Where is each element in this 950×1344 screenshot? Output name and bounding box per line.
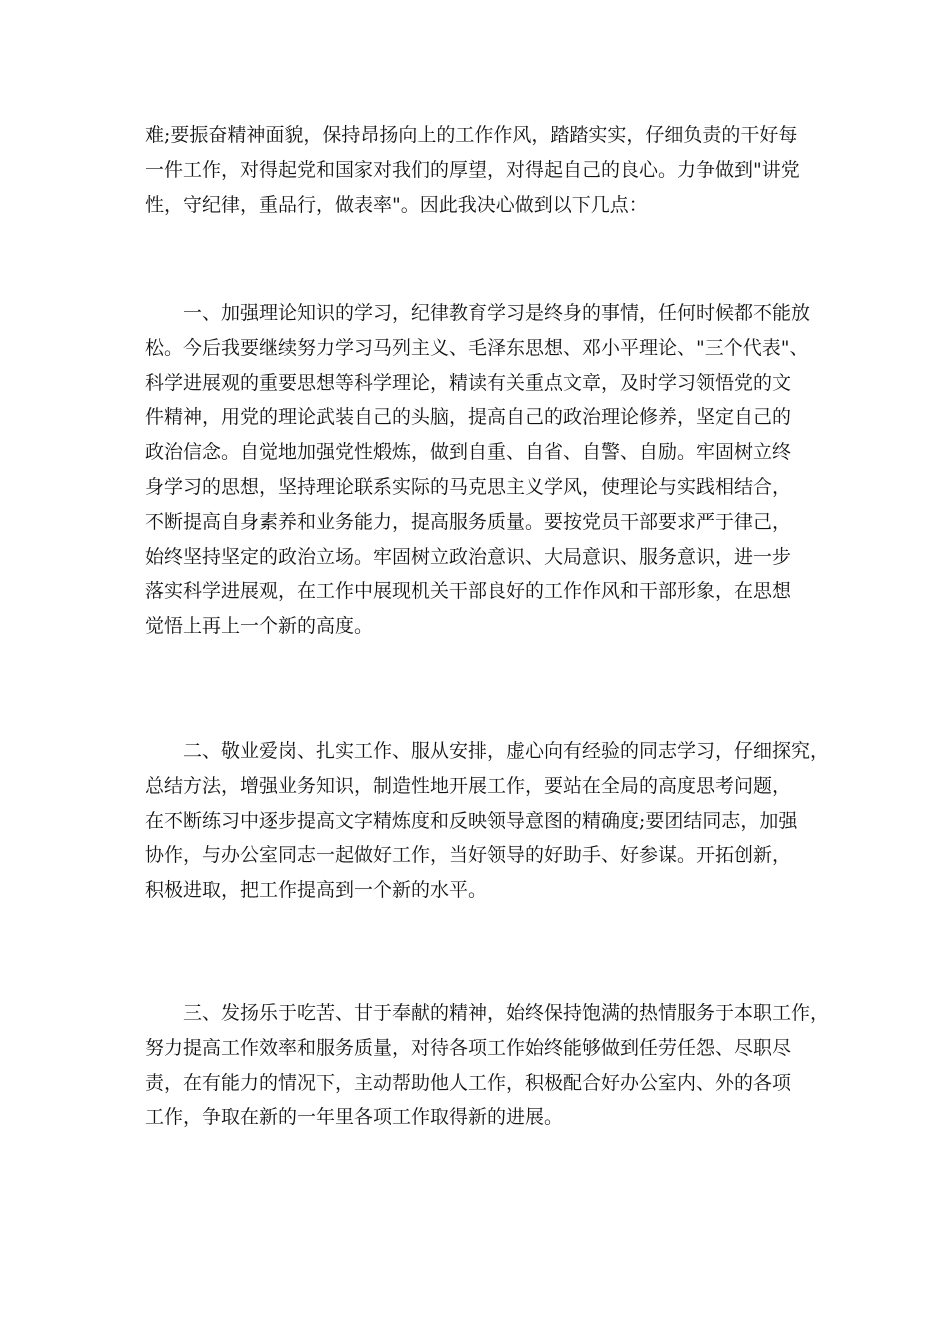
text-line: 松。今后我要继续努力学习马列主义、毛泽东思想、邓小平理论、"三个代表"、 [145,336,809,359]
text-line: 件精神，用党的理论武装自己的头脑，提高自己的政治理论修养，坚定自己的 [145,406,792,429]
text-line: 协作，与办公室同志一起做好工作，当好领导的好助手、好参谋。开拓创新， [145,844,792,867]
text-line: 科学进展观的重要思想等科学理论，精读有关重点文章，及时学习领悟党的文 [145,371,792,394]
paragraph-point-two [145,734,835,908]
text-line: 一件工作，对得起党和国家对我们的厚望，对得起自己的良心。力争做到"讲党 [145,158,800,181]
text-line: 努力提高工作效率和服务质量，对待各项工作始终能够做到任劳任怨、尽职尽 [145,1036,792,1059]
text-line: 二、敬业爱岗、扎实工作、服从安排，虚心向有经验的同志学习，仔细探究， [183,740,830,762]
paragraph-point-one [145,296,835,644]
paragraph-intro [145,118,835,222]
text-line: 始终坚持坚定的政治立场。牢固树立政治意识、大局意识、服务意识，进一步 [145,545,792,568]
text-line: 政治信念。自觉地加强党性煅炼，做到自重、自省、自警、自励。牢固树立终 [145,441,792,464]
text-line: 一、加强理论知识的学习，纪律教育学习是终身的事情，任何时候都不能放 [183,302,811,324]
text-line: 工作，争取在新的一年里各项工作取得新的进展。 [145,1106,564,1129]
text-line: 难;要振奋精神面貌，保持昂扬向上的工作作风，踏踏实实，仔细负责的干好每 [145,124,798,146]
text-line: 落实科学进展观，在工作中展现机关干部良好的工作作风和干部形象，在思想 [145,580,792,603]
text-line: 身学习的思想，坚持理论联系实际的马克思主义学风，使理论与实践相结合， [145,475,792,498]
paragraph-point-three [145,996,835,1135]
text-line: 觉悟上再上一个新的高度。 [145,615,374,638]
text-line: 在不断练习中逐步提高文字精炼度和反映领导意图的精确度;要团结同志，加强 [145,809,798,832]
text-line: 性，守纪律，重品行，做表率"。因此我决心做到以下几点： [145,193,648,216]
text-line: 总结方法，增强业务知识，制造性地开展工作，要站在全局的高度思考问题， [145,774,792,797]
text-line: 三、发扬乐于吃苦、甘于奉献的精神，始终保持饱满的热情服务于本职工作， [183,1002,830,1024]
text-line: 积极进取，把工作提高到一个新的水平。 [145,879,488,902]
text-line: 不断提高自身素养和业务能力，提高服务质量。要按党员干部要求严于律己， [145,510,792,533]
text-line: 责，在有能力的情况下，主动帮助他人工作，积极配合好办公室内、外的各项 [145,1071,792,1094]
